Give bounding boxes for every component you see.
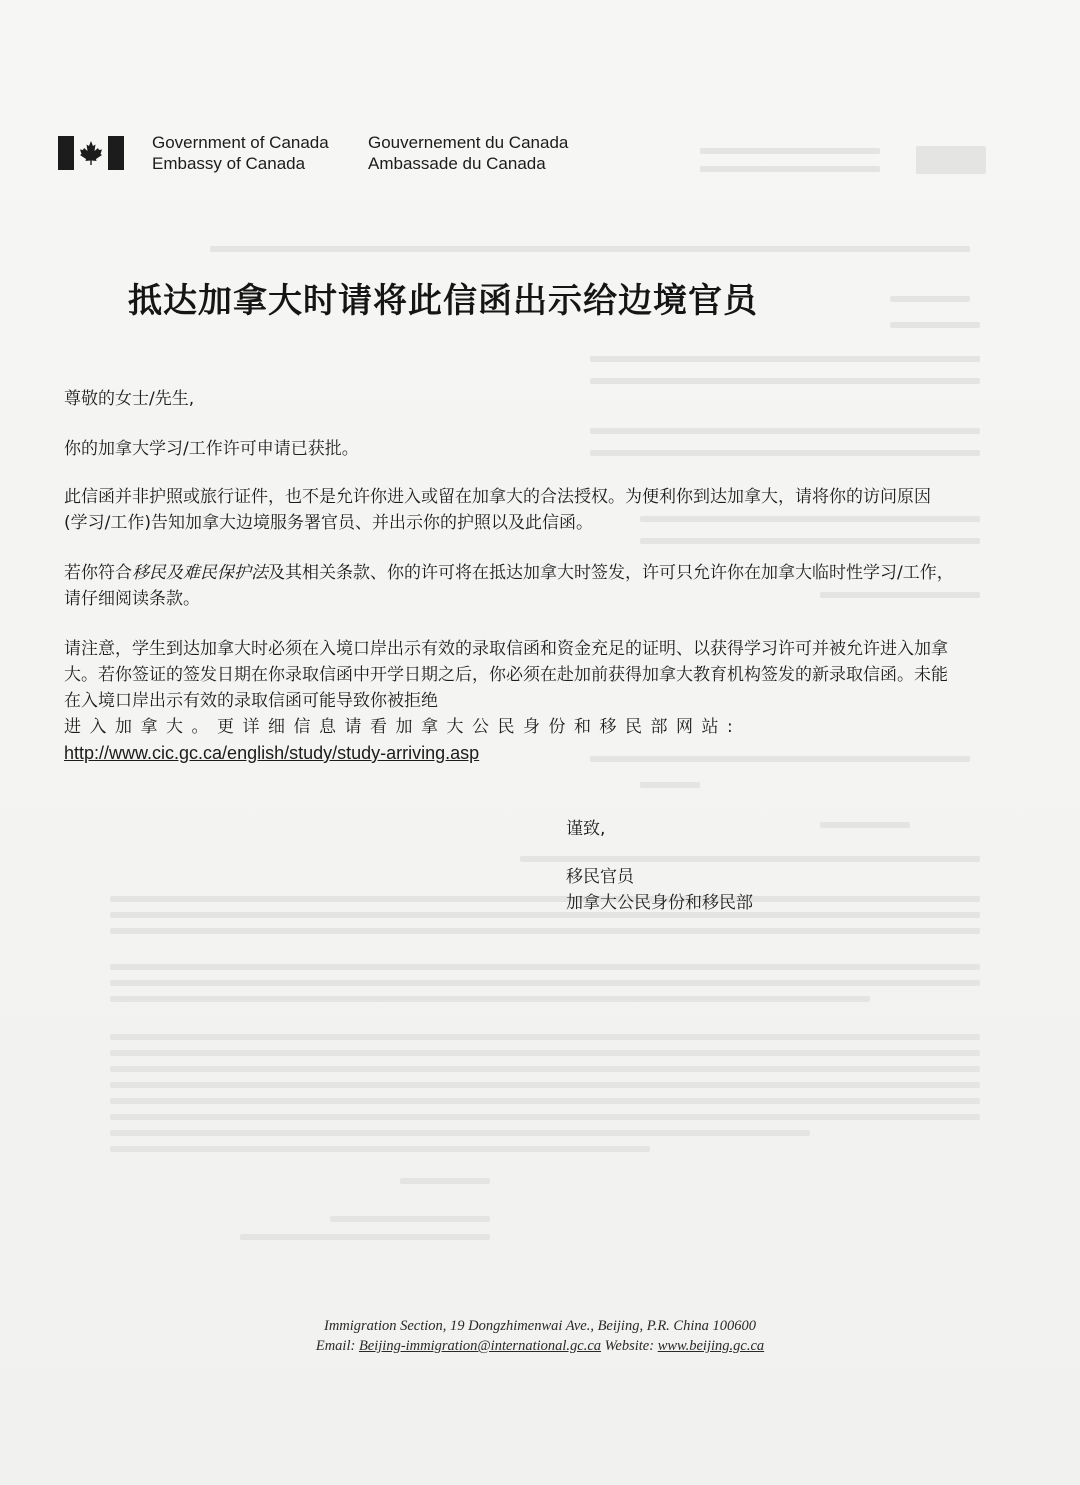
show-through-line <box>110 928 980 934</box>
show-through-line <box>110 1098 980 1104</box>
show-through-line <box>110 1050 980 1056</box>
show-through-line <box>700 148 880 154</box>
paragraph-student-notice <box>64 636 954 767</box>
p4-spaced: 进入加拿大。更详细信息请看加拿大公民身份和移民部网站: <box>64 717 742 737</box>
show-through-line <box>110 1082 980 1088</box>
show-through-line <box>240 1234 490 1240</box>
show-through-line <box>110 1114 980 1120</box>
show-through-line <box>110 980 980 986</box>
embassy-of-canada: Embassy of Canada <box>152 154 306 173</box>
show-through-line <box>110 1066 980 1072</box>
show-through-line <box>640 538 980 544</box>
show-through-line <box>110 996 870 1002</box>
canada-flag-icon <box>58 136 124 170</box>
email-label: Email: <box>315 1338 356 1354</box>
cic-website-link[interactable]: http://www.cic.gc.ca/english/study/study-arriving.asp <box>64 743 480 763</box>
show-through-line <box>890 296 970 302</box>
show-through-line <box>820 822 910 828</box>
show-through-line <box>400 1178 490 1184</box>
website-link[interactable]: www.beijing.gc.ca <box>657 1338 765 1354</box>
closing: 谨致, <box>566 819 606 839</box>
show-through-logo <box>916 146 986 174</box>
paragraph-approval: 你的加拿大学习/工作许可申请已获批。 <box>64 439 359 459</box>
show-through-line <box>110 964 980 970</box>
show-through-line <box>330 1216 490 1222</box>
footer-contact <box>0 1336 1080 1356</box>
signer-title: 移民官员 <box>566 867 634 887</box>
show-through-line <box>110 912 980 918</box>
ambassade-du-canada: Ambassade du Canada <box>368 154 546 173</box>
show-through-line <box>590 378 980 384</box>
government-name-fr <box>368 132 608 174</box>
gouvernement-du-canada: Gouvernement du Canada <box>368 133 569 152</box>
salutation: 尊敬的女士/先生, <box>64 389 195 409</box>
act-name: 移民及难民保护法 <box>132 563 268 583</box>
show-through-line <box>110 1130 810 1136</box>
show-through-line <box>110 1146 650 1152</box>
show-through-line <box>520 856 980 862</box>
p3-after: 及其相关条款、你的许可将在抵达加拿大时签发，许可只允许你在加拿大临时性学习/工作，请仔细阅读条款。 <box>64 563 954 609</box>
signer-department: 加拿大公民身份和移民部 <box>566 893 753 913</box>
show-through-line <box>640 782 700 788</box>
paragraph-permit-issuance <box>64 560 954 612</box>
footer-address: Immigration Section, 19 Dongzhimenwai Ave., Beijing, P.R. China 100600 <box>323 1318 757 1334</box>
government-name-en <box>152 132 372 174</box>
show-through-line <box>700 166 880 172</box>
p4-main: 请注意，学生到达加拿大时必须在入境口岸出示有效的录取信函和资金充足的证明、以获得学习许可并被允许进入加拿大。若你签证的签发日期在你录取信函中开学日期之后，你必须在赴加前获得加拿大教育机构签发的新录取信函。未能在入境口岸出示有效的录取信函可能导致你被拒绝 <box>64 639 948 711</box>
government-of-canada: Government of Canada <box>152 133 329 152</box>
email-link[interactable]: Beijing-immigration@international.gc.ca <box>358 1338 602 1354</box>
letter-title: 抵达加拿大时请将此信函出示给边境官员 <box>128 281 758 321</box>
show-through-line <box>590 356 980 362</box>
show-through-line <box>590 428 980 434</box>
show-through-line <box>210 246 970 252</box>
website-label: Website: <box>604 1338 655 1354</box>
paragraph-not-passport: 此信函并非护照或旅行证件，也不是允许你进入或留在加拿大的合法授权。为便利你到达加拿大，请将你的访问原因(学习/工作)告知加拿大边境服务署官员、并出示你的护照以及此信函。 <box>64 487 931 533</box>
footer <box>0 1316 1080 1356</box>
show-through-line <box>110 1034 980 1040</box>
show-through-line <box>890 322 980 328</box>
p3-before: 若你符合 <box>64 563 132 583</box>
show-through-line <box>110 896 980 902</box>
